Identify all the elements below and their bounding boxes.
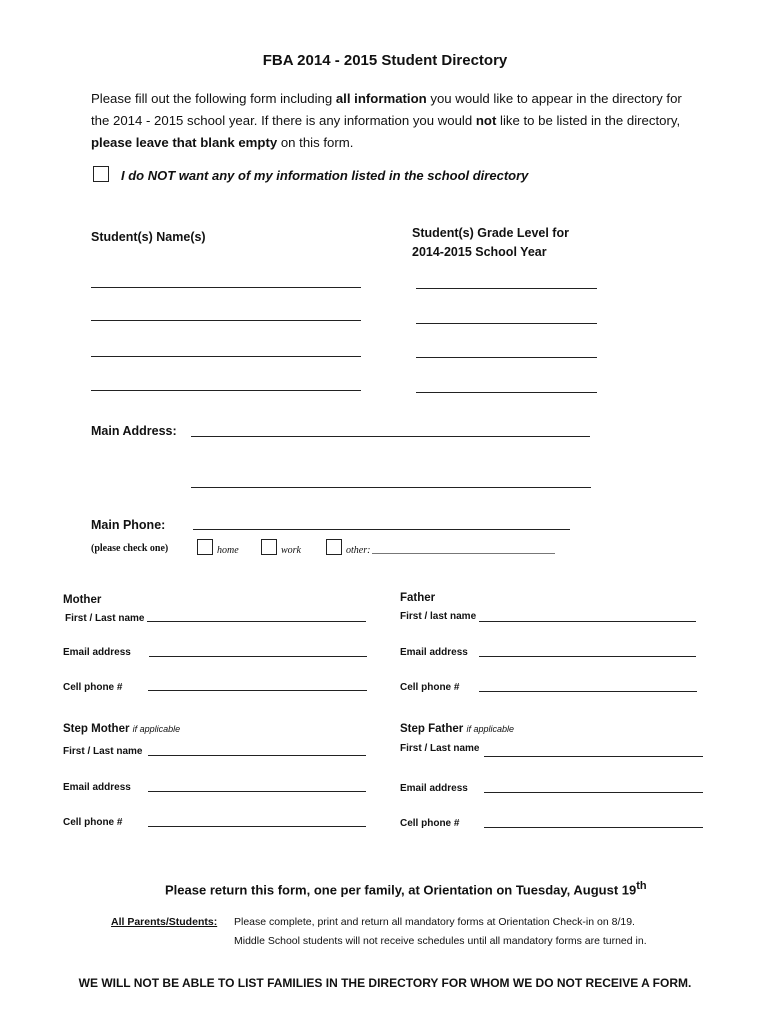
intro-bold-3: please leave that blank empty <box>91 135 278 150</box>
step-father-email-label: Email address <box>400 783 468 794</box>
opt-out-row <box>93 166 528 183</box>
note-line-2: Middle School students will not receive schedules until all mandatory forms are turned in. <box>234 935 647 947</box>
step-mother-heading <box>63 723 180 735</box>
warning-text: WE WILL NOT BE ABLE TO LIST FAMILIES IN THE DIRECTORY FOR WHOM WE DO NOT RECEIVE A FORM. <box>78 976 692 990</box>
main-address-label: Main Address: <box>91 424 177 438</box>
step-father-name-label: First / Last name <box>400 743 480 754</box>
father-name-label: First / last name <box>400 611 477 622</box>
student-name-line-1[interactable] <box>91 287 361 288</box>
address-line-2[interactable] <box>191 487 591 488</box>
phone-work-option <box>261 539 301 558</box>
step-mother-email-line[interactable] <box>148 791 366 792</box>
all-parents-label: All Parents/Students: <box>111 916 218 928</box>
phone-other-label: other: <box>346 545 371 556</box>
step-mother-cell-label: Cell phone # <box>63 817 123 828</box>
phone-home-label: home <box>217 545 239 556</box>
intro-paragraph <box>91 88 691 154</box>
phone-other-line[interactable] <box>372 553 555 554</box>
phone-line[interactable] <box>193 529 570 530</box>
father-email-line[interactable] <box>479 656 696 657</box>
return-sup: th <box>636 880 647 892</box>
grade-line-1[interactable] <box>416 288 597 289</box>
step-father-name-line[interactable] <box>484 756 703 757</box>
step-father-heading <box>400 723 514 735</box>
intro-text-3: like to be listed in the directory, <box>496 113 681 128</box>
step-father-email-line[interactable] <box>484 792 703 793</box>
intro-text-2: you would like to appear in the directory for the 2014 - 2015 school year. If there is any information you would <box>91 91 682 128</box>
mother-email-line[interactable] <box>149 656 367 657</box>
step-father-cell-line[interactable] <box>484 827 703 828</box>
phone-check-note: (please check one) <box>91 543 169 554</box>
phone-home-option <box>197 539 239 558</box>
return-instructions <box>165 880 647 897</box>
intro-text-1: Please fill out the following form including <box>91 91 336 106</box>
step-mother-email-label: Email address <box>63 782 131 793</box>
main-phone-label: Main Phone: <box>91 518 166 532</box>
father-name-line[interactable] <box>479 621 696 622</box>
phone-other-option <box>326 539 370 558</box>
father-cell-line[interactable] <box>479 691 697 692</box>
intro-bold-1: all information <box>335 91 427 106</box>
father-heading: Father <box>400 592 436 604</box>
step-father-label: Step Father <box>400 723 464 735</box>
student-name-line-4[interactable] <box>91 390 361 391</box>
step-father-if-applicable: if applicable <box>466 724 514 734</box>
step-mother-name-line[interactable] <box>148 755 366 756</box>
mother-name-line[interactable] <box>147 621 366 622</box>
step-father-cell-label: Cell phone # <box>400 818 460 829</box>
phone-work-label: work <box>281 545 301 556</box>
grade-level-header-1: Student(s) Grade Level for <box>412 226 569 240</box>
mother-email-label: Email address <box>63 647 131 658</box>
mother-heading: Mother <box>63 594 102 606</box>
father-email-label: Email address <box>400 647 468 658</box>
note-line-1: Please complete, print and return all mandatory forms at Orientation Check-in on 8/19. <box>234 916 635 928</box>
mother-cell-line[interactable] <box>148 690 367 691</box>
student-names-header: Student(s) Name(s) <box>91 230 206 244</box>
intro-text-4: on this form. <box>277 135 354 150</box>
phone-other-checkbox[interactable] <box>326 539 342 555</box>
grade-line-3[interactable] <box>416 357 597 358</box>
step-mother-cell-line[interactable] <box>148 826 366 827</box>
return-text: Please return this form, one per family, at Orientation on Tuesday, August 19 <box>165 882 637 898</box>
grade-level-header-2: 2014-2015 School Year <box>412 245 547 259</box>
step-mother-label: Step Mother <box>63 723 130 735</box>
phone-work-checkbox[interactable] <box>261 539 277 555</box>
mother-name-label: First / Last name <box>65 613 145 624</box>
step-mother-name-label: First / Last name <box>63 746 143 757</box>
grade-line-2[interactable] <box>416 323 597 324</box>
grade-line-4[interactable] <box>416 392 597 393</box>
student-name-line-3[interactable] <box>91 356 361 357</box>
page-title: FBA 2014 - 2015 Student Directory <box>262 52 508 69</box>
mother-cell-label: Cell phone # <box>63 682 123 693</box>
address-line-1[interactable] <box>191 436 590 437</box>
student-name-line-2[interactable] <box>91 320 361 321</box>
opt-out-label: I do NOT want any of my information listed in the school directory <box>121 168 529 183</box>
phone-home-checkbox[interactable] <box>197 539 213 555</box>
intro-bold-2: not <box>475 113 497 128</box>
step-mother-if-applicable: if applicable <box>132 724 181 734</box>
opt-out-checkbox[interactable] <box>93 166 109 182</box>
father-cell-label: Cell phone # <box>400 682 460 693</box>
